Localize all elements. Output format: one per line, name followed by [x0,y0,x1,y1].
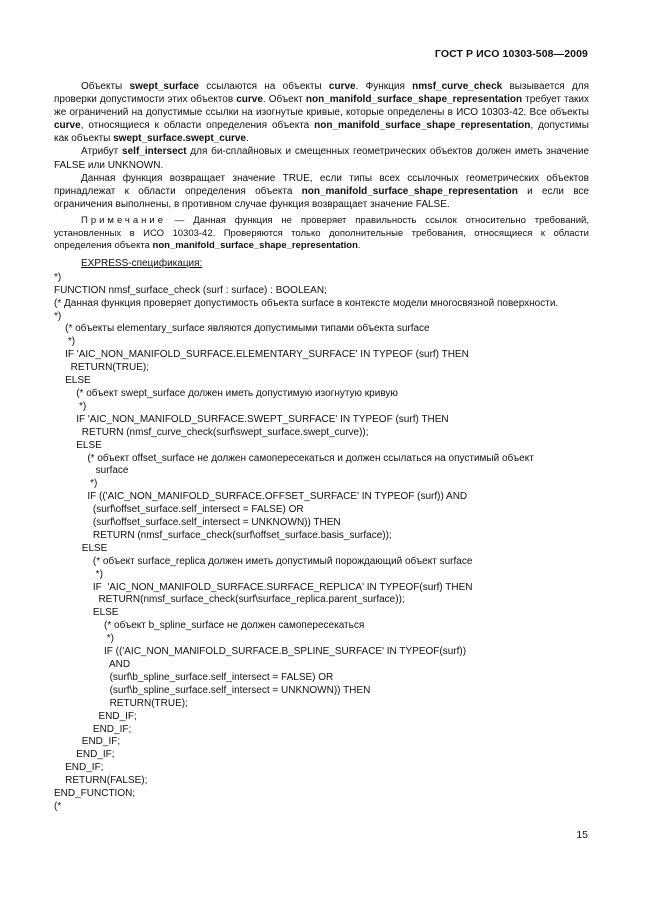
text-run: и если все ограничения выполнены, в противном случае функция возвращает значение FALSE. [54,185,589,210]
code-line: RETURN(FALSE); [54,775,148,787]
code-line: ELSE [54,607,119,619]
bold-term: curve [236,94,263,106]
text-run: ссылаются на объекты [199,81,329,92]
code-line: RETURN (nmsf_curve_check(surf\swept_surface.swept_curve)); [54,426,369,438]
code-line: *) [54,568,103,580]
code-line: ELSE [54,542,108,554]
code-line: (* Данная функция проверяет допустимость объекта surface в контексте модели многосвязной поверхности. [54,297,559,309]
bold-term: nmsf_curve_check [412,81,503,92]
code-line: (* [54,800,62,812]
code-line: IF 'AIC_NON_MANIFOLD_SURFACE.SURFACE_REPLICA' IN TYPEOF(surf) THEN [54,581,473,593]
code-line: *) [54,633,115,645]
code-line: IF (('AIC_NON_MANIFOLD_SURFACE.OFFSET_SURFACE' IN TYPEOF (surf)) AND [54,491,468,503]
bold-term: self_intersect [122,146,187,158]
text-run: , относящиеся к области определения объекта [80,120,315,132]
paragraph-swept-surface [54,80,589,145]
code-line: ELSE [54,439,102,451]
code-line: *) [54,400,87,412]
code-line: FUNCTION nmsf_surface_check (surf : surface) : BOOLEAN; [54,284,327,296]
code-line: END_IF; [54,736,121,748]
text-run: . [245,133,249,145]
code-line: (* объект swept_surface должен иметь допустимую изогнутую кривую [54,387,398,399]
note-label: Примечание [81,214,166,226]
bold-term: curve [54,120,81,132]
code-line: (* объект b_spline_surface не должен самопересекаться [54,620,365,632]
text-run: Атрибут [81,146,123,158]
bold-term: non_manifold_surface_shape_representation [152,240,358,252]
text-run: , допустимы как объекты [54,120,589,145]
text-run: . Функция [355,81,413,92]
code-line: RETURN(TRUE); [54,697,188,709]
page-number: 15 [576,829,588,841]
code-line: *) [54,336,76,348]
bold-term: non_manifold_surface_shape_representation [301,185,518,197]
code-line: END_IF; [54,710,137,722]
express-code-block [54,272,589,814]
code-line: (surf\offset_surface.self_intersect = UNKNOWN)) THEN [54,517,341,529]
code-line: (surf\offset_surface.self_intersect = FALSE) OR [54,504,304,516]
paragraph-return-value [54,172,589,211]
code-line: END_IF; [54,749,115,761]
code-line: END_IF; [54,723,132,735]
code-line: (* объект surface_replica должен иметь допустимый порождающий объект surface [54,555,473,567]
text-run: требует таких же ограничений на допустимые ссылки на изогнутые кривые, которые определены в ИСО 10303-42. Все объекты [54,94,590,119]
code-line: *) [54,271,62,283]
code-line: *) [54,478,98,490]
code-line: (* объекты elementary_surface являются допустимыми типами объекта surface [54,323,430,335]
code-line: (* объект offset_surface не должен самопересекаться и должен ссылаться на опустимый объект [54,452,534,464]
text-run: для би-сплайновых и смещенных геометрических объектов должен иметь значение FALSE или UNKNOWN. [54,146,590,171]
code-line: END_IF; [54,762,104,774]
text-run: Объекты [81,81,130,92]
paragraph-self-intersect [54,145,589,171]
code-line: (surf\b_spline_surface.self_intersect = FALSE) OR [54,671,334,683]
text-run: . [357,240,361,252]
code-line: ELSE [54,375,91,387]
text-run: — Данная функция не проверяет правильность ссылок относительно требований, установленных в ИСО 10303-42. Проверяются только дополнительные требования, относящиеся к области определения объекта [54,214,589,252]
code-line: surface [54,465,129,477]
document-header: ГОСТ Р ИСО 10303-508—2009 [434,48,588,60]
bold-term: curve [328,81,356,92]
code-line: IF (('AIC_NON_MANIFOLD_SURFACE.B_SPLINE_SURFACE' IN TYPEOF(surf)) [54,646,467,658]
code-line: IF 'AIC_NON_MANIFOLD_SURFACE.SWEPT_SURFACE' IN TYPEOF (surf) THEN [54,413,449,425]
bold-term: swept_surface [129,81,199,92]
text-run: . Объект [262,94,306,106]
code-line: RETURN(nmsf_surface_check(surf\surface_replica.parent_surface)); [54,594,405,606]
bold-term: swept_surface.swept_curve [113,133,246,145]
code-line: *) [54,310,62,322]
code-line: RETURN(TRUE); [54,362,149,374]
page-content [54,80,589,814]
bold-term: non_manifold_surface_shape_representation [314,120,531,132]
text-run: вызывается для проверки допустимости этих объектов [54,81,589,106]
code-line: IF 'AIC_NON_MANIFOLD_SURFACE.ELEMENTARY_SURFACE' IN TYPEOF (surf) THEN [54,349,469,361]
express-spec-title: EXPRESS-спецификация: [81,257,203,269]
code-line: END_FUNCTION; [54,788,136,800]
code-line: (surf\b_spline_surface.self_intersect = UNKNOWN)) THEN [54,684,371,696]
code-line: RETURN (nmsf_surface_check(surf\offset_surface.basis_surface)); [54,529,392,541]
note-paragraph [54,215,589,253]
code-line: AND [54,659,131,670]
bold-term: non_manifold_surface_shape_representation [305,94,523,106]
text-run: Данная функция возвращает значение TRUE, если типы всех ссылочных геометрических объектов принадлежат к области определения объекта [54,172,589,197]
